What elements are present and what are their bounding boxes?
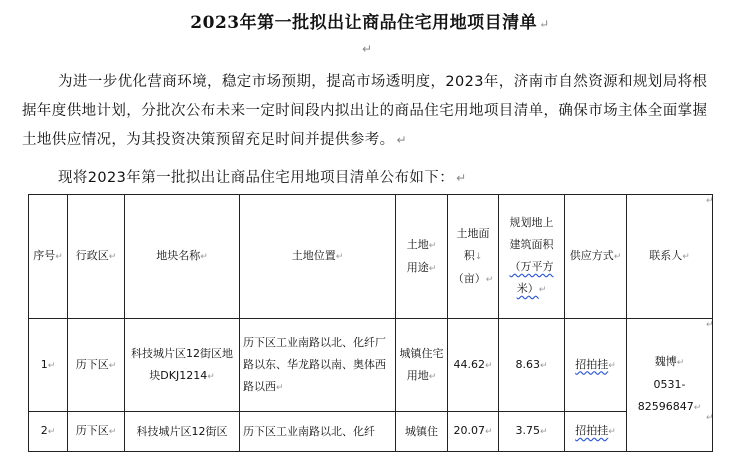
row-end-mark-icon: ↵: [706, 320, 714, 330]
cell-supply: 招拍挂↵: [565, 412, 627, 452]
cell-parcel-name: 科技城片区12街区: [125, 412, 240, 452]
header-floor-area: 规划地上 建筑面积 （万平方 米）↵: [499, 195, 565, 319]
header-district: 行政区↵: [68, 195, 125, 319]
table-row: [29, 319, 713, 412]
header-supply: 供应方式↵: [565, 195, 627, 319]
cell-area: 44.62↵: [448, 319, 499, 412]
cell-location: 历下区工业南路以北、化纤厂路以东、华龙路以南、奥体西路以西↵: [240, 319, 396, 412]
intro-paragraph: [22, 68, 722, 155]
cell-floor-area: 3.75↵: [499, 412, 565, 452]
table-row: [29, 412, 713, 452]
title-text: 2023年第一批拟出让商品住宅用地项目清单: [190, 13, 538, 33]
cell-parcel-name: 科技城片区12街区地块DKJ1214↵: [125, 319, 240, 412]
paragraph-mark-icon: ↵: [396, 133, 407, 147]
announce-text: 现将2023年第一批拟出让商品住宅用地项目清单公布如下：: [58, 170, 455, 186]
cell-contact: 魏博↵ 0531- 82596847↵: [627, 319, 713, 452]
cell-area: 20.07↵: [448, 412, 499, 452]
cell-location: 历下区工业南路以北、化纤: [240, 412, 396, 452]
paragraph-mark-icon: ↵: [456, 171, 467, 185]
paragraph-mark-icon: ↵: [362, 42, 373, 56]
cell-seq: 1↵: [29, 319, 68, 412]
contact-phone-cont: 82596847: [637, 400, 694, 413]
header-parcel-name: 地块名称↵: [125, 195, 240, 319]
announce-paragraph: [22, 164, 722, 193]
contact-phone: 0531-: [653, 378, 686, 391]
table-header-row: [29, 195, 713, 319]
header-seq: 序号↵: [29, 195, 68, 319]
header-usage: 土地↵ 用途↵: [396, 195, 448, 319]
intro-text: 为进一步优化营商环境，稳定市场预期，提高市场透明度，2023年，济南市自然资源和规划局将根据年度供地计划，分批次公布未来一定时间段内拟出让的商品住宅用地项目清单，确保市场主体全面掌握土地供应情况，为其投资决策预留充足时间并提供参考。: [22, 74, 708, 148]
document-title: [0, 8, 740, 33]
cell-district: 历下区↵: [68, 319, 125, 412]
header-location: 土地位置↵: [240, 195, 396, 319]
cell-seq: 2↵: [29, 412, 68, 452]
paragraph-mark-icon: ↵: [539, 17, 550, 31]
cell-floor-area: 8.63↵: [499, 319, 565, 412]
cell-supply: 招拍挂↵: [565, 319, 627, 412]
row-end-mark-icon: ↵: [706, 413, 714, 423]
cell-usage: 城镇住: [396, 412, 448, 452]
contact-name: 魏博: [654, 355, 677, 368]
cell-usage: 城镇住宅用地↵: [396, 319, 448, 412]
header-area: 土地面 积↓ （亩）↵: [448, 195, 499, 319]
header-contact: 联系人↵: [627, 195, 713, 319]
cell-district: 历下区↵: [68, 412, 125, 452]
row-end-mark-icon: ↵: [706, 196, 714, 206]
land-list-table: [28, 194, 713, 452]
